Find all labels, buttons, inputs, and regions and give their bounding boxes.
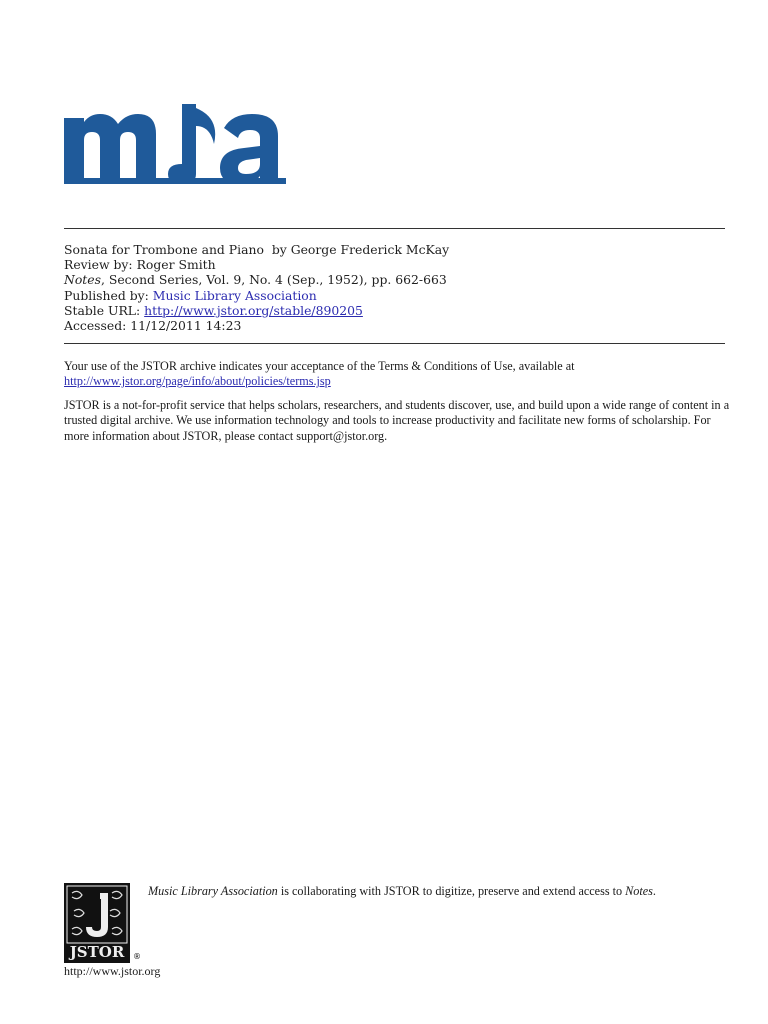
accessed-date: 11/12/2011 14:23: [130, 318, 242, 334]
terms-use-text: Your use of the JSTOR archive indicates your acceptance of the Terms & Conditions of Use, available at: [64, 359, 575, 373]
published-label: Published by:: [64, 287, 149, 303]
journal-name: Notes: [64, 272, 101, 288]
citation-title-line: [64, 242, 449, 257]
terms-use-paragraph: [64, 359, 734, 390]
journal-details: , Second Series, Vol. 9, No. 4 (Sep., 1952), pp. 662-663: [100, 272, 447, 288]
citation-journal-line: [64, 272, 449, 287]
citation-url-line: [64, 303, 449, 318]
collab-text: is collaborating with JSTOR to digitize, preserve and extend access to: [277, 884, 626, 898]
collaboration-note: [148, 884, 656, 899]
reviewer-name: Roger Smith: [136, 257, 216, 273]
collab-journal: Notes: [625, 884, 653, 898]
collab-org: Music Library Association: [148, 884, 278, 898]
top-divider: [64, 228, 725, 229]
jstor-url[interactable]: http://www.jstor.org: [64, 964, 161, 978]
collab-end: .: [652, 884, 656, 898]
jstor-registered-mark: ®: [133, 952, 141, 961]
jstor-logo-word: JSTOR: [69, 943, 125, 961]
mla-logo: [64, 104, 286, 184]
citation-publisher-line: [64, 288, 449, 303]
terms-link[interactable]: http://www.jstor.org/page/info/about/policies/terms.jsp: [64, 374, 331, 389]
citation-block: [64, 242, 449, 333]
middle-divider: [64, 343, 725, 344]
article-author: by George Frederick McKay: [271, 242, 450, 257]
terms-block: [64, 359, 734, 444]
stable-url-link[interactable]: http://www.jstor.org/stable/890205: [144, 302, 363, 318]
citation-accessed-line: [64, 318, 449, 333]
citation-reviewer-line: [64, 257, 449, 272]
stable-url-label: Stable URL:: [64, 302, 141, 318]
jstor-about-paragraph: JSTOR is a not-for-profit service that helps scholars, researchers, and students discover, use, and build upon a wide range of content in a trusted digital archive. We use information technology and tools to increase productivity and facilitate new forms of scholarship. For more information about JSTOR, please contact support@jstor.org.: [64, 397, 730, 443]
article-title: Sonata for Trombone and Piano: [64, 242, 264, 257]
accessed-label: Accessed:: [64, 318, 127, 334]
review-label: Review by:: [64, 257, 133, 273]
jstor-logo: [64, 883, 142, 963]
publisher-link[interactable]: Music Library Association: [152, 287, 317, 303]
